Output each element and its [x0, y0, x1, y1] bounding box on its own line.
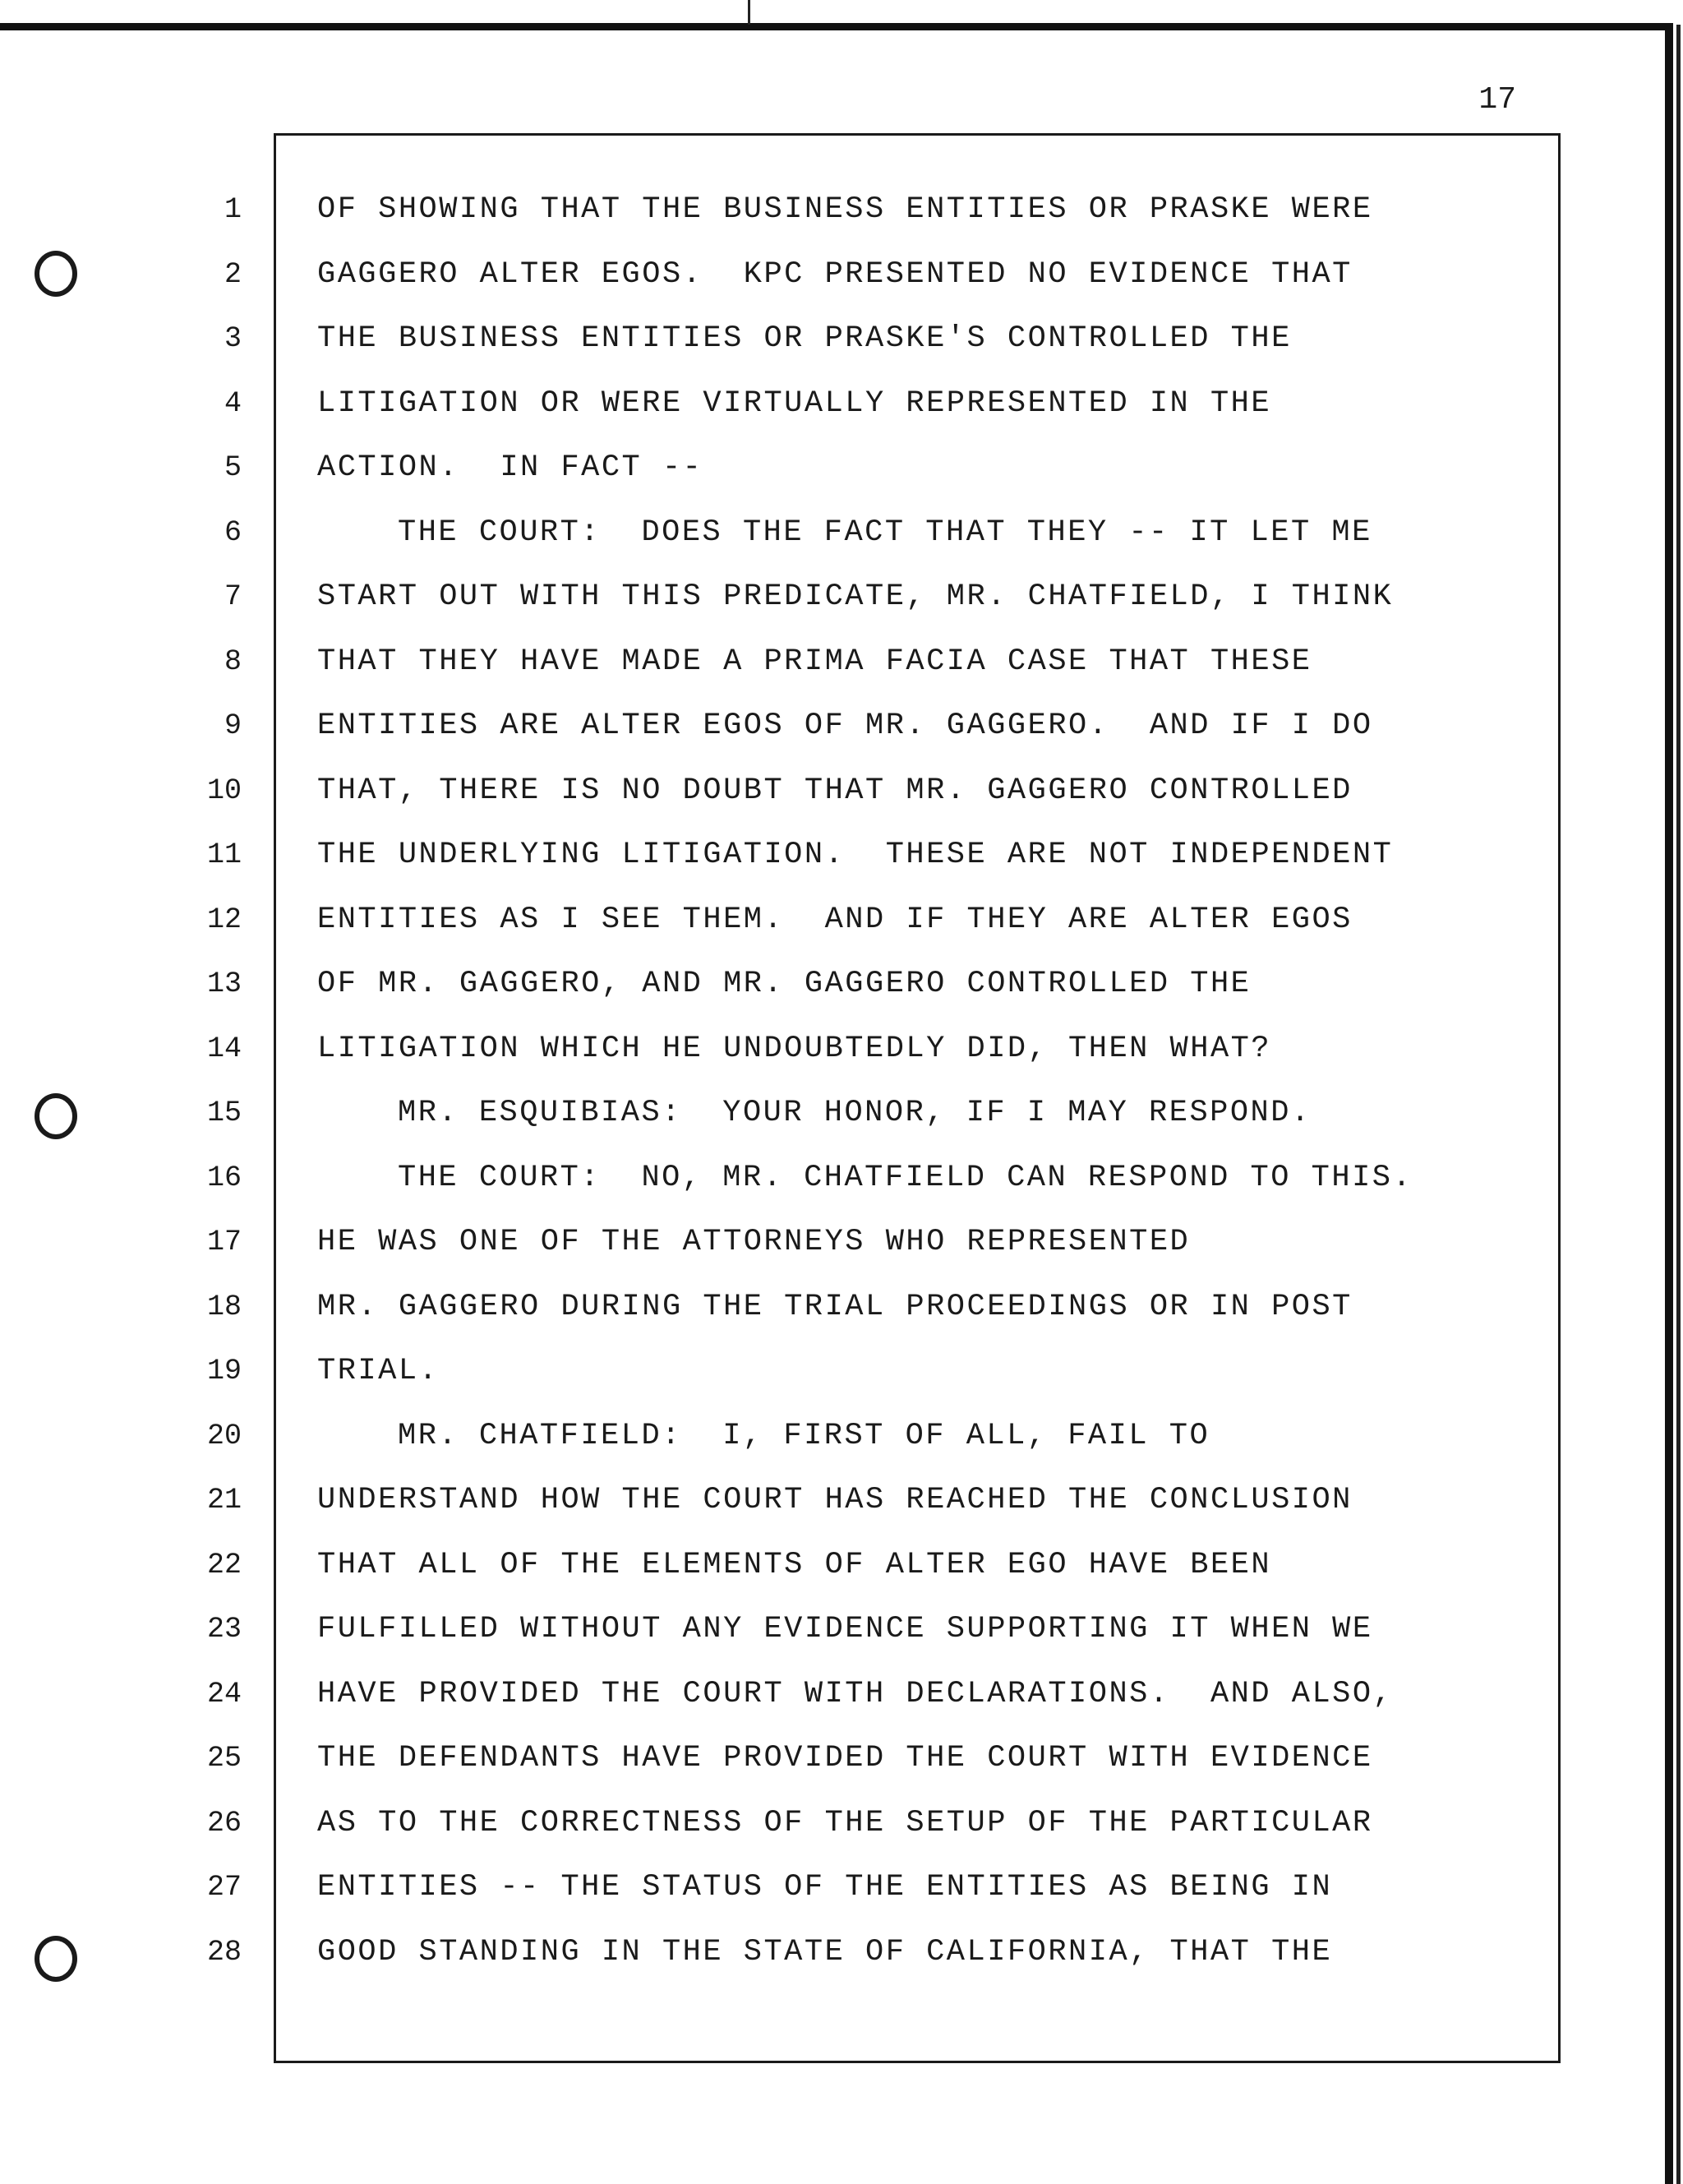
line-number: 7 — [224, 580, 242, 613]
transcript-line: HAVE PROVIDED THE COURT WITH DECLARATIONS. AND ALSO, — [317, 1676, 1394, 1711]
transcript-line: UNDERSTAND HOW THE COURT HAS REACHED THE CONCLUSION — [317, 1483, 1353, 1517]
transcript-line: THE UNDERLYING LITIGATION. THESE ARE NOT INDEPENDENT — [317, 838, 1394, 872]
transcript-body — [317, 182, 1550, 1989]
line-number: 3 — [224, 322, 242, 355]
transcript-line: HE WAS ONE OF THE ATTORNEYS WHO REPRESENTED — [317, 1225, 1191, 1259]
line-number: 25 — [206, 1742, 242, 1775]
transcript-line: ENTITIES ARE ALTER EGOS OF MR. GAGGERO. AND IF I DO — [317, 709, 1373, 743]
transcript-line: GAGGERO ALTER EGOS. KPC PRESENTED NO EVIDENCE THAT — [317, 256, 1353, 292]
transcript-line: AS TO THE CORRECTNESS OF THE SETUP OF THE PARTICULAR — [317, 1805, 1373, 1840]
top-border-rule — [0, 23, 1670, 30]
transcript-line: MR. GAGGERO DURING THE TRIAL PROCEEDINGS OR IN POST — [317, 1289, 1353, 1324]
line-number: 21 — [206, 1484, 242, 1517]
transcript-line: OF SHOWING THAT THE BUSINESS ENTITIES OR PRASKE WERE — [317, 192, 1373, 227]
transcript-line: THE BUSINESS ENTITIES OR PRASKE'S CONTROLLED THE — [317, 321, 1292, 356]
line-number: 28 — [206, 1935, 242, 1969]
line-number: 9 — [224, 709, 242, 742]
top-tick-mark — [748, 0, 750, 25]
transcript-line: LITIGATION OR WERE VIRTUALLY REPRESENTED IN THE — [317, 386, 1272, 421]
transcript-line: ACTION. IN FACT -- — [317, 450, 703, 485]
line-number: 4 — [224, 386, 242, 420]
transcript-line: THE DEFENDANTS HAVE PROVIDED THE COURT WITH EVIDENCE — [317, 1741, 1373, 1775]
line-number: 10 — [206, 773, 242, 807]
transcript-line: MR. ESQUIBIAS: YOUR HONOR, IF I MAY RESPOND. — [398, 1096, 1312, 1130]
transcript-line: TRIAL. — [317, 1354, 440, 1388]
line-number: 2 — [224, 257, 242, 291]
line-number: 16 — [206, 1161, 242, 1194]
line-number: 18 — [206, 1290, 242, 1323]
transcript-line: THAT ALL OF THE ELEMENTS OF ALTER EGO HAVE BEEN — [317, 1547, 1272, 1582]
line-number: 14 — [206, 1032, 242, 1065]
line-number: 22 — [206, 1548, 242, 1581]
transcript-line: START OUT WITH THIS PREDICATE, MR. CHATFIELD, I THINK — [317, 579, 1394, 614]
line-number: 17 — [206, 1226, 242, 1258]
transcript-line: THAT THEY HAVE MADE A PRIMA FACIA CASE THAT THESE — [317, 644, 1312, 679]
line-number: 13 — [206, 967, 242, 1000]
line-number: 15 — [206, 1097, 242, 1129]
line-number: 23 — [206, 1613, 242, 1646]
right-border-rule-inner — [1676, 25, 1681, 2184]
binder-hole-icon — [35, 1093, 77, 1139]
binder-hole-icon — [35, 1936, 77, 1982]
transcript-line: THAT, THERE IS NO DOUBT THAT MR. GAGGERO CONTROLLED — [317, 773, 1353, 808]
page-number: 17 — [1478, 82, 1516, 118]
transcript-line: ENTITIES AS I SEE THEM. AND IF THEY ARE ALTER EGOS — [317, 902, 1353, 937]
line-number: 27 — [206, 1871, 242, 1904]
line-number: 26 — [206, 1806, 242, 1840]
line-number: 19 — [206, 1355, 242, 1388]
line-number: 11 — [206, 838, 242, 871]
transcript-line: MR. CHATFIELD: I, FIRST OF ALL, FAIL TO — [398, 1418, 1210, 1453]
transcript-line: OF MR. GAGGERO, AND MR. GAGGERO CONTROLLED THE — [317, 967, 1252, 1001]
transcript-line: THE COURT: NO, MR. CHATFIELD CAN RESPOND TO THIS. — [398, 1160, 1413, 1195]
line-number: 6 — [224, 515, 242, 549]
line-number: 8 — [224, 644, 242, 678]
transcript-line: FULFILLED WITHOUT ANY EVIDENCE SUPPORTING IT WHEN WE — [317, 1612, 1373, 1646]
transcript-line: LITIGATION WHICH HE UNDOUBTEDLY DID, THEN WHAT? — [317, 1031, 1272, 1066]
transcript-line: THE COURT: DOES THE FACT THAT THEY -- IT LET ME — [398, 515, 1372, 550]
transcript-line: ENTITIES -- THE STATUS OF THE ENTITIES AS BEING IN — [317, 1870, 1333, 1905]
line-number: 20 — [206, 1419, 242, 1452]
line-number: 1 — [224, 193, 242, 226]
line-number: 24 — [206, 1677, 242, 1711]
line-number: 12 — [206, 903, 242, 936]
transcript-line: GOOD STANDING IN THE STATE OF CALIFORNIA, THAT THE — [317, 1934, 1333, 1969]
line-number-column — [181, 182, 247, 1989]
line-number: 5 — [224, 451, 242, 484]
right-border-rule — [1665, 23, 1673, 2184]
binder-hole-icon — [35, 251, 77, 297]
